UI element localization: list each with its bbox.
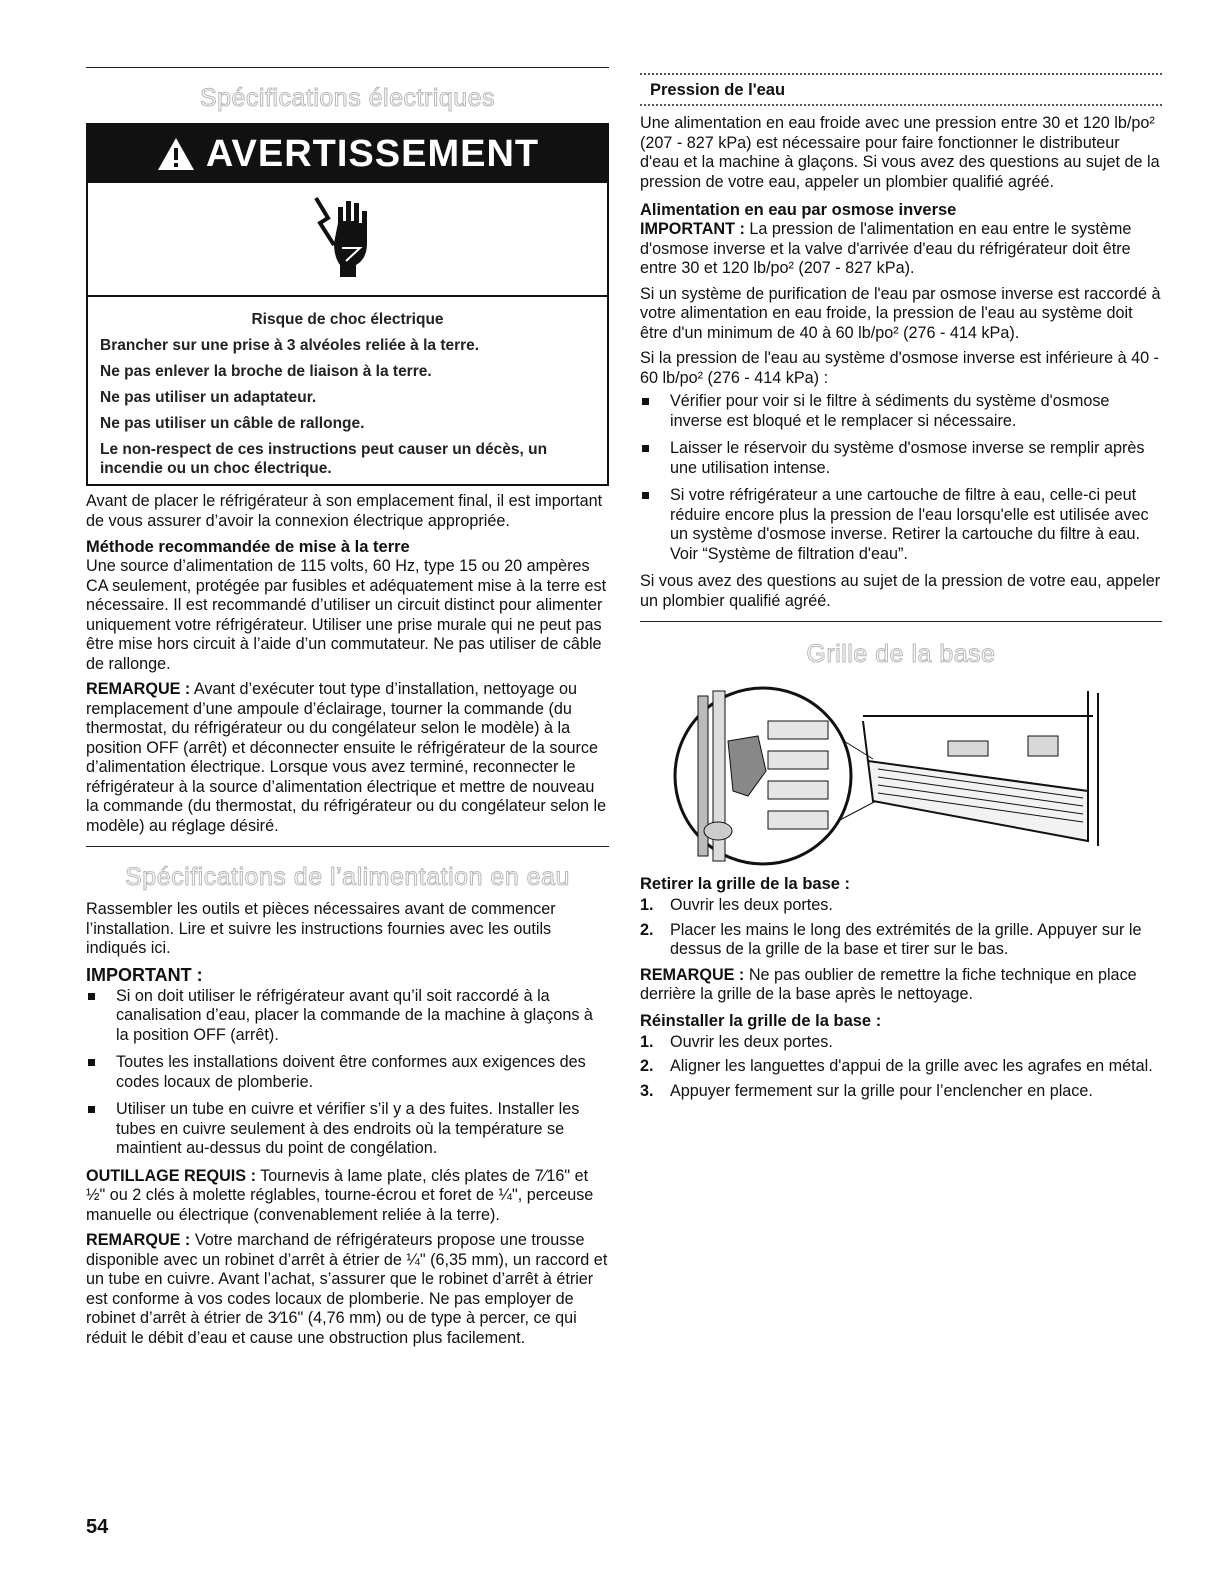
- important-heading: IMPORTANT :: [86, 964, 203, 985]
- step-number: 2.: [640, 1057, 654, 1075]
- step-text: Ouvrir les deux portes.: [670, 896, 833, 914]
- step-text: Ouvrir les deux portes.: [670, 1032, 833, 1051]
- remarque-paragraph: [86, 1231, 609, 1348]
- base-grille-illustration: [648, 681, 1108, 866]
- osmose-final: Si vous avez des questions au sujet de la pression de votre eau, appeler un plombier qualifié agréé.: [640, 572, 1161, 610]
- remarque-text: Ne pas oublier de remettre la fiche technique en place derrière la grille de la base après le nettoyage.: [640, 965, 1137, 1003]
- warning-box: [86, 123, 609, 486]
- osmose-heading: Alimentation en eau par osmose inverse: [640, 201, 957, 219]
- remarque-label: REMARQUE :: [86, 1231, 191, 1249]
- section-divider: [86, 846, 609, 847]
- outillage-paragraph: [86, 1167, 609, 1226]
- dotted-rule: [640, 104, 1162, 106]
- remarque-paragraph: [640, 966, 1162, 1005]
- pression-text: Une alimentation en eau froide avec une pression entre 30 et 120 lb/po² (207 - 827 kPa) est nécessaire pour faire fonctionner le distributeur d'eau et la machine à glaçons. Si vous avez des questions au sujet de la pression de votre eau, appeler un plombier qualifié agréé.: [640, 114, 1160, 191]
- method-heading: Méthode recommandée de mise à la terre: [86, 538, 410, 556]
- step-number: 3.: [640, 1081, 654, 1100]
- method-text: Une source d’alimentation de 115 volts, 60 Hz, type 15 ou 20 ampères CA seulement, protégée par fusibles et adéquatement mise à la terre est nécessaire. Il est recommandé d’utiliser un circuit distinct pour alimenter uniquement votre réfrigérateur. Utiliser une prise murale qui ne peut pas être mise hors circuit à l’aide d’un commutateur. Ne pas utiliser de câble de rallonge.: [86, 557, 607, 673]
- osmose-list: [640, 392, 1162, 564]
- page-number: 54: [86, 1516, 109, 1538]
- warning-triangle-icon: [156, 136, 196, 172]
- electric-shock-hand-icon: [310, 193, 380, 283]
- list-item: Laisser le réservoir du système d'osmose inverse se remplir après une utilisation intense.: [640, 439, 1162, 478]
- section-divider: [640, 621, 1162, 622]
- step-item: [640, 1057, 1162, 1077]
- remarque-label: REMARQUE :: [86, 680, 191, 698]
- step-item: [640, 1082, 1162, 1102]
- pression-heading: Pression de l'eau: [650, 81, 786, 99]
- important-list: [86, 987, 609, 1159]
- step-item: [640, 1033, 1162, 1053]
- warning-title: Risque de choc électrique: [251, 311, 444, 328]
- list-item: Vérifier pour voir si le filtre à sédiments du système d'osmose inverse est bloqué et le remplacer si nécessaire.: [640, 392, 1162, 431]
- left-column: [86, 0, 609, 1348]
- outillage-label: OUTILLAGE REQUIS :: [86, 1166, 256, 1185]
- warning-header: [88, 125, 607, 183]
- reinstaller-heading: Réinstaller la grille de la base :: [640, 1011, 882, 1030]
- osmose-paragraph: Si la pression de l'eau au système d'osmose inverse est inférieure à 40 - 60 lb/po² (276 - 414 kPa) :: [640, 349, 1160, 387]
- warning-line: Le non-respect de ces instructions peut causer un décès, un incendie ou un choc électrique.: [100, 441, 548, 477]
- reinstaller-steps: [640, 1033, 1162, 1102]
- section-title-water: Spécifications de l’alimentation en eau: [125, 863, 570, 891]
- warning-line: Ne pas utiliser un câble de rallonge.: [100, 415, 365, 432]
- retirer-heading: Retirer la grille de la base :: [640, 875, 851, 893]
- step-item: [640, 896, 1162, 916]
- section-title-electrical: Spécifications électriques: [199, 84, 496, 112]
- warning-heading: AVERTISSEMENT: [205, 132, 540, 175]
- remarque-text: Avant d’exécuter tout type d’installation, nettoyage ou remplacement d’une ampoule d’éclairage, tourner la commande (du thermostat, du réfrigérateur ou du congélateur selon le modèle) à la position OFF (arrêt) et déconnecter ensuite le réfrigérateur de la source d’alimentation électrique. Lorsque vous avez terminé, reconnecter le réfrigérateur à la source d’alimentation électrique et mettre de nouveau la commande (du thermostat, du réfrigérateur ou du congélateur selon le modèle) au réglage désiré.: [86, 680, 607, 835]
- tools-intro: Rassembler les outils et pièces nécessaires avant de commencer l’installation. Lire et suivre les instructions fournies avec les outils indiqués ici.: [86, 900, 556, 957]
- step-number: 1.: [640, 896, 654, 914]
- step-number: 2.: [640, 920, 654, 939]
- retirer-steps: [640, 896, 1162, 960]
- warning-text: [88, 297, 607, 484]
- osmose-important: [640, 220, 1162, 279]
- remarque-label: REMARQUE :: [640, 965, 745, 984]
- step-text: Aligner les languettes d'appui de la grille avec les agrafes en métal.: [670, 1057, 1153, 1075]
- right-column: [640, 0, 1162, 1101]
- list-item: Si votre réfrigérateur a une cartouche de filtre à eau, celle-ci peut réduire encore plus la pression de l'eau lorsqu'elle est utilisée avec un système d'osmose inverse. Retirer la cartouche du filtre à eau. Voir “Système de filtration d'eau”.: [640, 486, 1162, 564]
- step-number: 1.: [640, 1032, 654, 1051]
- important-label: IMPORTANT :: [640, 220, 745, 238]
- warning-line: Ne pas utiliser un adaptateur.: [100, 389, 317, 406]
- step-item: [640, 921, 1162, 960]
- remarque-paragraph: [86, 680, 609, 836]
- step-text: Placer les mains le long des extrémités de la grille. Appuyer sur le dessus de la grille de la base et tirer sur le bas.: [670, 920, 1142, 958]
- outillage-text: Tournevis à lame plate, clés plates de 7⁄16" et ½" ou 2 clés à molette réglables, tourne-écrou et foret de ¼", perceuse manuelle ou électrique (convenablement reliée à la terre).: [86, 1166, 594, 1224]
- section-divider: [86, 67, 609, 68]
- section-title-grille: Grille de la base: [806, 640, 996, 668]
- electrical-intro: Avant de placer le réfrigérateur à son emplacement final, il est important de vous assurer d’avoir la connexion électrique appropriée.: [86, 492, 603, 530]
- osmose-paragraph: Si un système de purification de l'eau par osmose inverse est raccordé à votre alimentation en eau froide, la pression de l'eau au système doit être d'un minimum de 40 à 60 lb/po² (276 - 414 kPa).: [640, 284, 1161, 342]
- step-text: Appuyer fermement sur la grille pour l’enclencher en place.: [670, 1081, 1093, 1100]
- list-item: Si on doit utiliser le réfrigérateur avant qu’il soit raccordé à la canalisation d’eau, placer la commande de la machine à glaçons à la position OFF (arrêt).: [86, 987, 609, 1046]
- warning-icon-area: [88, 183, 607, 297]
- dotted-rule: [640, 73, 1162, 75]
- warning-line: Ne pas enlever la broche de liaison à la terre.: [100, 363, 432, 380]
- warning-line: Brancher sur une prise à 3 alvéoles reliée à la terre.: [100, 337, 480, 354]
- remarque-text: Votre marchand de réfrigérateurs propose une trousse disponible avec un robinet d’arrêt à étrier de ¼" (6,35 mm), un raccord et un tube en cuivre. Avant l’achat, s’assurer que le robinet d’arrêt à étrier est conforme à vos codes locaux de plomberie. Ne pas employer de robinet d’arrêt à étrier de 3⁄16" (4,76 mm) ou de type à percer, ce qui réduit le débit d’eau et cause une obstruction plus facilement.: [86, 1231, 608, 1347]
- list-item: Toutes les installations doivent être conformes aux exigences des codes locaux de plomberie.: [86, 1053, 609, 1092]
- list-item: Utiliser un tube en cuivre et vérifier s’il y a des fuites. Installer les tubes en cuivre seulement à des endroits où la température se maintient au-dessus du point de congélation.: [86, 1100, 609, 1159]
- important-text: La pression de l'alimentation en eau entre le système d'osmose inverse et la valve d'arrivée d'eau du réfrigérateur doit être entre 30 et 120 lb/po² (207 - 827 kPa).: [640, 220, 1132, 277]
